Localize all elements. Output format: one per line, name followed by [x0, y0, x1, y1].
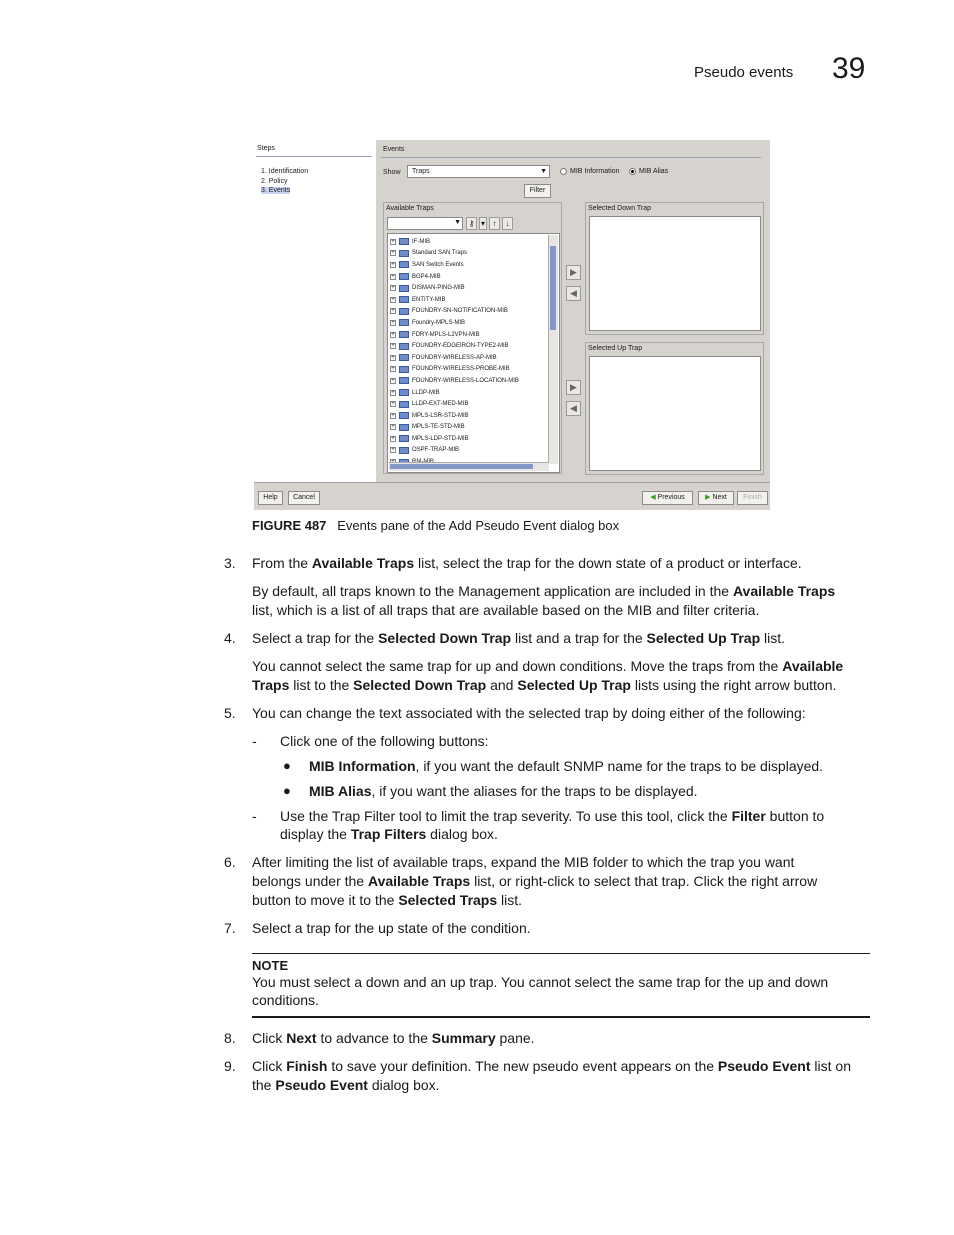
arrow-right-icon: ▶	[570, 267, 577, 277]
folder-icon	[399, 389, 409, 396]
available-traps-list[interactable]	[387, 233, 560, 473]
folder-icon	[399, 308, 409, 315]
tree-item-label: MPLS-TE-STD-MIB	[412, 424, 465, 431]
next-button-label: Next	[712, 494, 727, 501]
tree-item-label: IF-MIB	[412, 238, 430, 245]
chevron-down-icon: ▼	[454, 219, 461, 226]
note-top-rule	[252, 953, 870, 954]
arrow-left-icon: ◀	[650, 494, 656, 501]
dash-marker: -	[252, 733, 257, 749]
vertical-scrollbar[interactable]	[548, 235, 558, 464]
mib-alias-label: MIB Alias	[639, 168, 669, 175]
tree-item-label: FOUNDRY-SN-NOTIFICATION-MIB	[412, 308, 508, 315]
folder-icon	[399, 366, 409, 373]
step-number: 5.	[224, 705, 236, 721]
finish-button[interactable]: Finish	[737, 491, 768, 505]
step-4-text: Select a trap for the Selected Down Trap list and a trap for the Selected Up Trap list.	[252, 630, 786, 646]
step-6-line-3: button to move it to the Selected Traps list.	[252, 892, 523, 908]
arrow-left-icon: ◀	[570, 403, 577, 413]
selected-down-trap-panel	[585, 202, 764, 335]
tree-item-label: FOUNDRY-WIRELESS-PROBE-MIB	[412, 366, 510, 373]
tree-item-label: FOUNDRY-WIRELESS-LOCATION-MIB	[412, 377, 519, 384]
expand-icon[interactable]: +	[391, 308, 395, 315]
figure-caption-text: Events pane of the Add Pseudo Event dialog box	[337, 518, 620, 533]
step-3-detail: By default, all traps known to the Management application are included in the Available Traps	[252, 583, 836, 599]
mib-alias-radio[interactable]	[629, 168, 636, 175]
folder-icon	[399, 331, 409, 338]
tree-item[interactable]	[390, 317, 550, 329]
step-item-current[interactable]: 3. Events	[261, 187, 291, 194]
folder-icon	[399, 261, 409, 268]
key-icon[interactable]: ⚷	[466, 217, 477, 230]
horizontal-scrollbar[interactable]	[389, 462, 549, 471]
expand-icon[interactable]: +	[391, 354, 395, 361]
folder-icon	[399, 447, 409, 454]
expand-icon[interactable]: +	[391, 435, 395, 442]
tree-item[interactable]	[390, 387, 550, 399]
tree-item[interactable]	[390, 375, 550, 387]
step-4-detail: You cannot select the same trap for up and down conditions. Move the traps from the Available	[252, 658, 844, 674]
step-number: 6.	[224, 854, 236, 870]
tree-item-label: LLDP-EXT-MED-MIB	[412, 401, 469, 408]
move-to-down-trap-button[interactable]	[566, 265, 581, 280]
scrollbar-thumb[interactable]	[550, 246, 556, 330]
step-4-detail-2: Traps list to the Selected Down Trap and Selected Up Trap lists using the right arrow button.	[252, 677, 837, 693]
step-item[interactable]: 1. Identification	[261, 168, 309, 175]
note-line-2: conditions.	[252, 992, 319, 1008]
available-traps-panel	[383, 202, 562, 474]
folder-icon	[399, 343, 409, 350]
step-number: 7.	[224, 920, 236, 936]
steps-list	[261, 167, 308, 196]
expand-icon[interactable]: +	[391, 401, 395, 408]
folder-icon	[399, 435, 409, 442]
bullet-icon: ●	[283, 758, 291, 773]
step-9-line-1: Click Finish to save your definition. The new pseudo event appears on the Pseudo Event list on	[252, 1058, 851, 1074]
figure-label: FIGURE 487	[252, 518, 327, 533]
previous-button-label: Previous	[657, 494, 685, 501]
scrollbar-thumb[interactable]	[390, 464, 533, 469]
next-button[interactable]	[698, 491, 734, 505]
tree-item[interactable]	[390, 259, 550, 271]
folder-icon	[399, 412, 409, 419]
step-5-option-2: Use the Trap Filter tool to limit the trap severity. To use this tool, click the Filter button to	[280, 808, 825, 824]
tree-item[interactable]	[390, 410, 550, 422]
tree-item[interactable]	[390, 340, 550, 352]
expand-icon[interactable]: +	[391, 377, 395, 384]
step-8-text: Click Next to advance to the Summary pane.	[252, 1030, 535, 1046]
step-number: 8.	[224, 1030, 236, 1046]
tree-item-label: FOUNDRY-EDGEIRON-TYPE2-MIB	[412, 343, 509, 350]
steps-pane	[254, 140, 376, 482]
running-header-section: Pseudo events	[694, 64, 794, 81]
tree-item-label: FDRY-MPLS-L2VPN-MIB	[412, 331, 480, 338]
expand-icon[interactable]: +	[391, 331, 395, 338]
arrow-left-icon: ◀	[570, 288, 577, 298]
step-5-text: You can change the text associated with the selected trap by doing either of the following:	[252, 705, 806, 721]
step-9-line-2: the Pseudo Event dialog box.	[252, 1077, 440, 1093]
filter-button[interactable]: Filter	[524, 184, 551, 198]
folder-icon	[399, 319, 409, 326]
tree-item[interactable]	[390, 329, 550, 341]
step-number: 9.	[224, 1058, 236, 1074]
expand-icon[interactable]: +	[391, 412, 395, 419]
tree-item[interactable]	[390, 236, 550, 248]
step-number: 3.	[224, 555, 236, 571]
step-6-line-1: After limiting the list of available traps, expand the MIB folder to which the trap you want	[252, 854, 795, 870]
mib-information-label: MIB Information	[570, 168, 620, 175]
step-3-detail-2: list, which is a list of all traps that are available based on the MIB and filter criteria.	[252, 602, 760, 618]
step-item[interactable]: 2. Policy	[261, 177, 288, 185]
expand-icon[interactable]: +	[391, 366, 395, 373]
tree-item[interactable]	[390, 294, 550, 306]
trap-tree	[390, 236, 550, 468]
expand-icon[interactable]: +	[391, 447, 395, 454]
mib-information-bullet: MIB Information, if you want the default SNMP name for the traps to be displayed.	[309, 758, 824, 774]
help-button[interactable]: Help	[258, 491, 283, 505]
figure-caption	[252, 518, 619, 533]
note-line-1: You must select a down and an up trap. You cannot select the same trap for the up and down	[252, 974, 829, 990]
tree-item-label: Foundry-MPLS-MIB	[412, 319, 466, 326]
tree-item-label: OSPF-TRAP-MIB	[412, 447, 460, 454]
available-traps-search-combo[interactable]	[387, 217, 463, 230]
tree-item[interactable]	[390, 364, 550, 376]
bullet-icon: ●	[283, 783, 291, 798]
step-number: 4.	[224, 630, 236, 646]
tree-item-label: LLDP-MIB	[412, 389, 440, 396]
tree-item[interactable]	[390, 352, 550, 364]
expand-icon[interactable]: +	[391, 343, 395, 350]
remove-from-up-trap-button[interactable]	[566, 401, 581, 416]
chapter-number: 39	[832, 52, 866, 85]
expand-icon[interactable]: +	[391, 250, 395, 257]
selected-up-trap-title: Selected Up Trap	[588, 345, 643, 352]
chevron-down-icon[interactable]: ▾	[480, 219, 485, 228]
tree-item-label: Standard SAN Traps	[412, 250, 468, 257]
tree-item-label: MPLS-LSR-STD-MIB	[412, 412, 469, 419]
available-traps-title: Available Traps	[386, 205, 434, 212]
folder-icon	[399, 285, 409, 292]
selected-down-trap-title: Selected Down Trap	[588, 205, 652, 212]
tree-item[interactable]	[390, 445, 550, 457]
arrow-right-icon: ▶	[705, 494, 711, 501]
folder-icon	[399, 354, 409, 361]
expand-icon[interactable]: +	[391, 424, 395, 431]
note-label: NOTE	[252, 958, 289, 973]
selected-up-trap-panel	[585, 342, 764, 475]
selected-down-trap-list[interactable]	[589, 216, 761, 331]
arrow-down-icon[interactable]: ↓	[502, 217, 513, 230]
folder-icon	[399, 401, 409, 408]
step-7-text: Select a trap for the up state of the condition.	[252, 920, 531, 936]
events-title: Events	[383, 146, 405, 153]
previous-button[interactable]	[642, 491, 693, 505]
step-5-option-2-cont: display the Trap Filters dialog box.	[280, 826, 498, 842]
folder-icon	[399, 377, 409, 384]
folder-icon	[399, 424, 409, 431]
expand-icon[interactable]: +	[391, 319, 395, 326]
expand-icon[interactable]: +	[391, 389, 395, 396]
folder-icon	[399, 238, 409, 245]
expand-icon[interactable]: +	[391, 273, 395, 280]
expand-icon[interactable]: +	[391, 285, 395, 292]
tree-item[interactable]	[390, 422, 550, 434]
tree-item-label: ENTITY-MIB	[412, 296, 446, 303]
tree-item-label: BGP4-MIB	[412, 273, 441, 280]
mib-alias-bullet: MIB Alias, if you want the aliases for the traps to be displayed.	[309, 783, 698, 799]
mib-information-radio[interactable]	[560, 168, 567, 175]
tree-item-label: SAN Switch Events	[412, 261, 464, 268]
steps-title: Steps	[257, 145, 275, 152]
expand-icon[interactable]: +	[391, 296, 395, 303]
expand-icon[interactable]: +	[391, 238, 395, 245]
remove-from-down-trap-button[interactable]	[566, 286, 581, 301]
dash-marker: -	[252, 808, 257, 824]
events-divider	[381, 157, 761, 158]
folder-icon	[399, 250, 409, 257]
tree-item[interactable]	[390, 398, 550, 410]
show-select[interactable]	[407, 165, 550, 178]
tree-item-label: MPLS-LDP-STD-MIB	[412, 435, 469, 442]
tree-item-label: DISMAN-PING-MIB	[412, 285, 465, 292]
arrow-up-icon[interactable]: ↑	[489, 217, 500, 230]
footer-divider	[254, 482, 770, 483]
tree-item-label: FOUNDRY-WIRELESS-AP-MIB	[412, 354, 497, 361]
move-to-up-trap-button[interactable]	[566, 380, 581, 395]
folder-icon	[399, 296, 409, 303]
arrow-right-icon: ▶	[570, 382, 577, 392]
selected-up-trap-list[interactable]	[589, 356, 761, 471]
cancel-button[interactable]: Cancel	[288, 491, 320, 505]
steps-divider	[256, 156, 372, 157]
step-3-text: From the Available Traps list, select the trap for the down state of a product or interface.	[252, 555, 802, 571]
dialog-screenshot	[254, 140, 770, 510]
step-6-line-2: belongs under the Available Traps list, or right-click to select that trap. Click the right arrow	[252, 873, 818, 889]
tree-item[interactable]	[390, 306, 550, 318]
chevron-down-icon: ▼	[540, 168, 547, 175]
tree-item[interactable]	[390, 271, 550, 283]
tree-item[interactable]	[390, 248, 550, 260]
note-bottom-rule	[252, 1016, 870, 1018]
tree-item[interactable]	[390, 282, 550, 294]
step-5-option-1: Click one of the following buttons:	[280, 733, 489, 749]
tree-item[interactable]	[390, 433, 550, 445]
folder-icon	[399, 273, 409, 280]
show-select-value: Traps	[412, 168, 430, 175]
show-label: Show	[383, 169, 401, 176]
expand-icon[interactable]: +	[391, 261, 395, 268]
